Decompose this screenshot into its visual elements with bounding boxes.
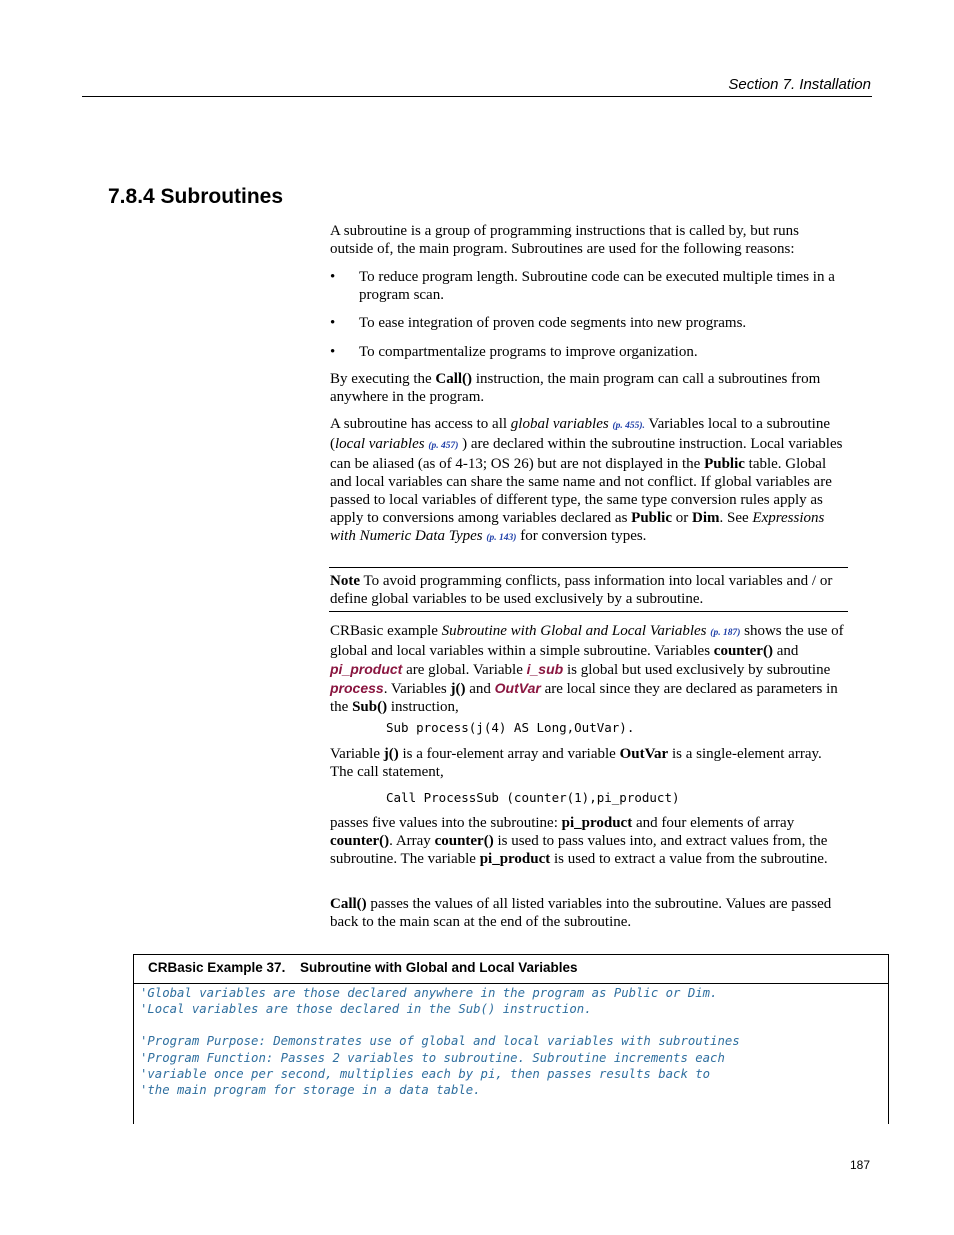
- example-paragraph: CRBasic example Subroutine with Global and Local Variables (p. 187) shows the use of global and local variables within a simple subroutine. Variables counter() and pi_product are global. Variable i_sub is global but used exclusively by subroutine process. Variables j() and OutVar are local since they are declared as parameters in the Sub() instruction,: [330, 623, 844, 715]
- variable-paragraph: Variable j() is a four-element array and variable OutVar is a single-element array. The call statement,: [330, 746, 822, 780]
- code-example-label: CRBasic Example 37.: [148, 960, 286, 975]
- bullet-dot-icon: •: [330, 269, 336, 285]
- code-line: 'Program Purpose: Demonstrates use of global and local variables with subroutines: [140, 1034, 740, 1048]
- bullet-text: To reduce program length. Subroutine code can be executed multiple times in a program scan.: [359, 269, 835, 303]
- bullet-dot-icon: •: [330, 344, 336, 360]
- note-bottom-rule: [329, 611, 848, 612]
- call-paragraph: By executing the Call() instruction, the main program can call a subroutines from anywhere in the program.: [330, 371, 821, 405]
- intro-paragraph: [330, 222, 846, 258]
- code-line: 'Global variables are those declared anywhere in the program as Public or Dim.: [140, 986, 718, 1000]
- section-heading: 7.8.4 Subroutines: [108, 185, 284, 208]
- page-number: 187: [849, 1158, 870, 1172]
- header-rule: [82, 96, 872, 97]
- page-ref-link[interactable]: (p. 455).: [612, 421, 645, 431]
- code-line: 'Local variables are those declared in the Sub() instruction.: [140, 1002, 592, 1016]
- code-line: 'Program Function: Passes 2 variables to subroutine. Subroutine increments each: [140, 1051, 725, 1065]
- code-call-statement: Call ProcessSub (counter(1),pi_product): [386, 790, 680, 805]
- intro-text: A subroutine is a group of programming instructions that is called by, but runs outside of, the main program. Subroutines are used for the following reasons:: [330, 223, 799, 257]
- running-header: Section 7. Installation: [728, 76, 871, 93]
- page-ref-link[interactable]: (p. 143): [486, 533, 517, 543]
- code-line: 'variable once per second, multiplies each by pi, then passes results back to: [140, 1067, 711, 1081]
- code-sub-declaration: Sub process(j(4) AS Long,OutVar).: [386, 720, 635, 735]
- code-line: 'the main program for storage in a data table.: [140, 1083, 481, 1097]
- note-box: Note To avoid programming conflicts, pass information into local variables and / or define global variables to be used exclusively by a subroutine.: [330, 573, 833, 607]
- callpasses-paragraph: Call() passes the values of all listed variables into the subroutine. Values are passed back to the main scan at the end of the subroutine.: [330, 896, 832, 930]
- page-ref-link[interactable]: (p. 187): [710, 628, 741, 638]
- passes-paragraph: passes five values into the subroutine: pi_product and four elements of array counter(). Array counter() is used to pass values into, and extract values from, the subroutine. The variable pi_product is used to extract a value from the subroutine.: [330, 815, 828, 867]
- bullet-text: To compartmentalize programs to improve organization.: [359, 344, 698, 360]
- note-top-rule: [329, 567, 848, 568]
- code-example-header: [134, 955, 888, 984]
- page-ref-link[interactable]: (p. 457): [428, 441, 459, 451]
- access-paragraph: A subroutine has access to all global variables (p. 455). Variables local to a subroutine (local variables (p. 457) ) are declared within the subroutine instruction. Local variables can be aliased (as of 4-13; OS 26) but are not displayed in the Public table. Global and local variables can share the same name and not conflict. If global variables are passed to local variables of different type, the same type conversion rules apply as apply to conversions among variables declared as Public or Dim. See Expressions with Numeric Data Types (p. 143) for conversion types.: [330, 416, 843, 544]
- bullet-text: To ease integration of proven code segments into new programs.: [359, 315, 747, 331]
- code-example-title: Subroutine with Global and Local Variables: [300, 960, 578, 975]
- note-label: Note: [330, 573, 360, 589]
- bullet-dot-icon: •: [330, 315, 336, 331]
- code-example-box: [133, 954, 889, 1124]
- call-keyword: Call(): [435, 371, 473, 387]
